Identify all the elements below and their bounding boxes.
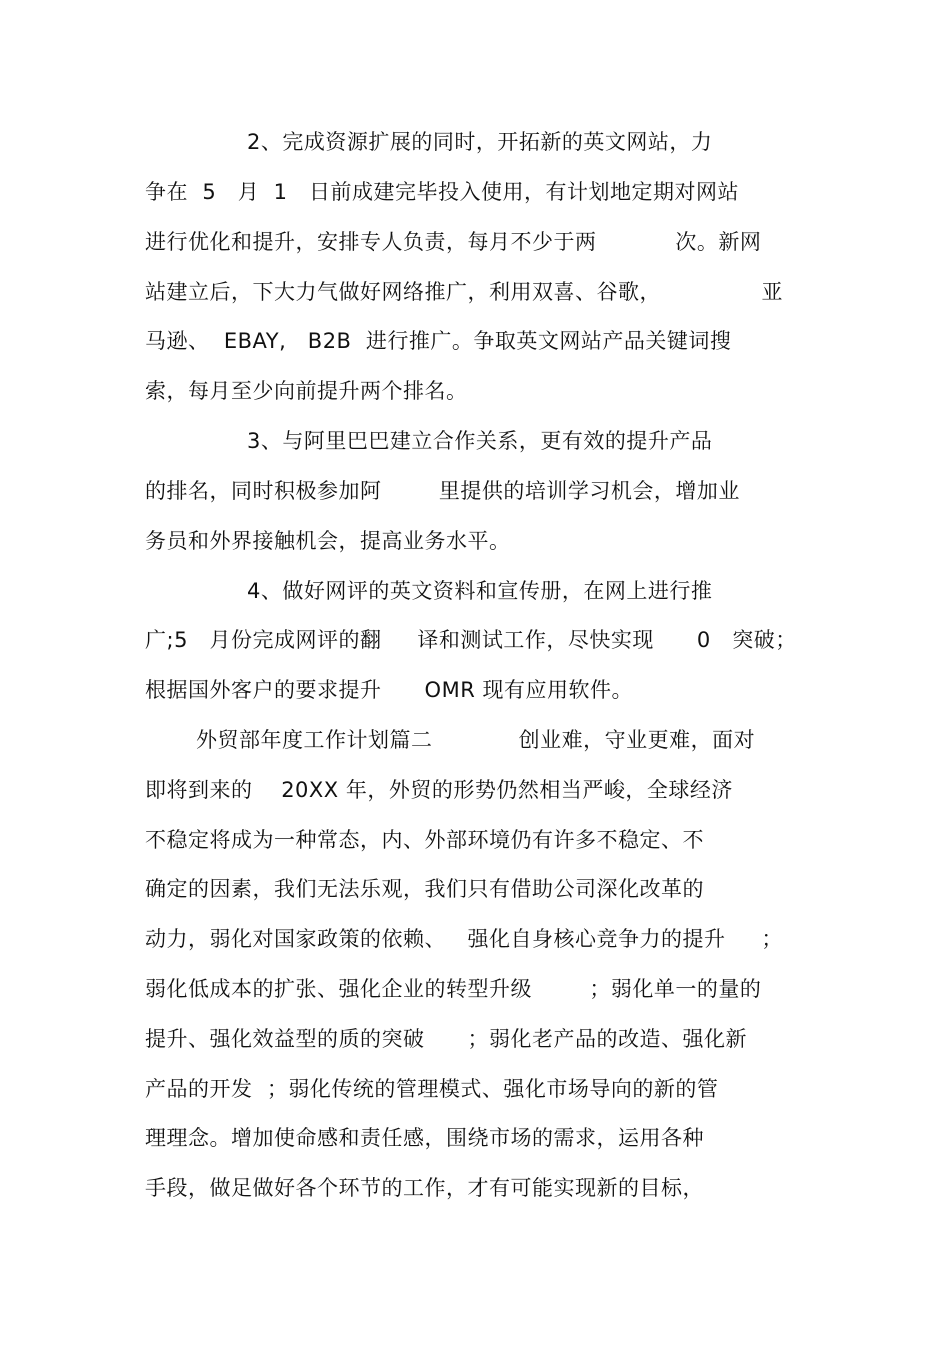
paragraph-line: 弱化低成本的扩张、强化企业的转型升级 ；弱化单一的量的 — [145, 977, 762, 1001]
paragraph-line: 3、与阿里巴巴建立合作关系，更有效的提升产品 — [247, 429, 713, 453]
paragraph-line: 产品的开发 ；弱化传统的管理模式、强化市场导向的新的管 — [145, 1077, 719, 1101]
paragraph-line: 动力，弱化对国家政策的依赖、 强化自身核心竞争力的提升 ； — [145, 927, 783, 951]
paragraph-line: 索，每月至少向前提升两个排名。 — [145, 379, 468, 403]
paragraph-line: 不稳定将成为一种常态，内、外部环境仍有许多不稳定、不 — [145, 828, 704, 852]
paragraph-line: 马逊、 EBAY, B2B 进行推广。争取英文网站产品关键词搜 — [145, 329, 732, 353]
paragraph-line: 务员和外界接触机会，提高业务水平。 — [145, 529, 511, 553]
paragraph-line: 的排名，同时积极参加阿 里提供的培训学习机会，增加业 — [145, 479, 740, 503]
paragraph-line: 站建立后，下大力气做好网络推广，利用双喜、谷歌， 亚 — [145, 280, 783, 304]
paragraph-line: 4、做好网评的英文资料和宣传册，在网上进行推 — [247, 579, 713, 603]
paragraph-line: 2、完成资源扩展的同时，开拓新的英文网站，力 — [247, 130, 713, 154]
paragraph-line: 广;5 月份完成网评的翻 译和测试工作，尽快实现 0 突破； — [145, 628, 797, 652]
paragraph-line: 争在 5 月 1 日前成建完毕投入使用，有计划地定期对网站 — [145, 180, 739, 204]
paragraph-line: 根据国外客户的要求提升 OMR 现有应用软件。 — [145, 678, 633, 702]
paragraph-line: 理理念。增加使命感和责任感，围绕市场的需求，运用各种 — [145, 1126, 704, 1150]
paragraph-line: 即将到来的 20XX 年，外贸的形势仍然相当严峻，全球经济 — [145, 778, 733, 802]
section-heading-line: 外贸部年度工作计划篇二 创业难，守业更难，面对 — [196, 728, 756, 752]
paragraph-line: 提升、强化效益型的质的突破 ；弱化老产品的改造、强化新 — [145, 1027, 748, 1051]
paragraph-line: 确定的因素，我们无法乐观，我们只有借助公司深化改革的 — [145, 877, 704, 901]
paragraph-line: 进行优化和提升，安排专人负责，每月不少于两 次。新网 — [145, 230, 762, 254]
paragraph-line: 手段，做足做好各个环节的工作，才有可能实现新的目标， — [145, 1176, 704, 1200]
